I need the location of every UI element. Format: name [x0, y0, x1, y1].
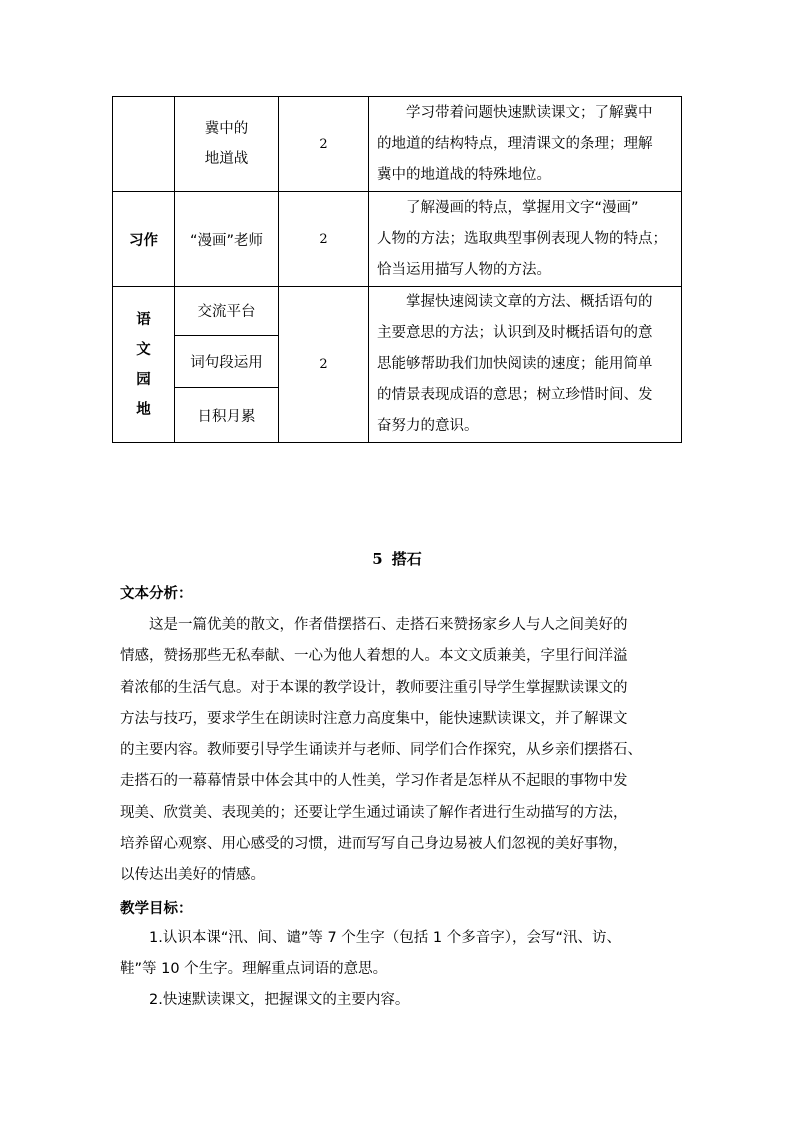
lesson-cell	[175, 97, 279, 192]
table-row	[113, 192, 682, 287]
hours-cell: 2	[279, 287, 369, 443]
lesson-cell: 词句段运用	[175, 335, 279, 388]
lesson-number: 5	[372, 550, 383, 568]
objective-line: 的地道的结构特点，理清课文的条理；理解	[377, 135, 653, 152]
goal-line: 1.认识本课“汛、间、谴”等 7 个生字（包括 1 个多音字），会写“汛、访、	[149, 930, 622, 946]
goal-item-2	[120, 985, 680, 1016]
unit-cell	[113, 97, 175, 192]
unit-cell-vertical: 语 文 园 地	[113, 287, 175, 443]
lesson-title	[0, 548, 794, 569]
hours-cell: 2	[279, 192, 369, 287]
lesson-plan-table	[112, 96, 682, 443]
analysis-paragraph	[120, 610, 680, 892]
paragraph-line: 的主要内容。教师要引导学生诵读并与老师、同学们合作探究，从乡亲们摆搭石、	[120, 742, 642, 759]
paragraph-line: 培养留心观察、用心感受的习惯，进而写写自己身边易被人们忽视的美好事物，	[120, 836, 628, 853]
objective-line: 奋努力的意识。	[377, 418, 479, 434]
unit-cell: 习作	[113, 192, 175, 287]
lesson-line: 冀中的	[204, 121, 249, 137]
objective-line: 人物的方法；选取典型事例表现人物的特点；	[377, 230, 667, 247]
lesson-cell: 交流平台	[175, 287, 279, 336]
paragraph-line: 以传达出美好的情感。	[120, 867, 265, 884]
goal-item-1	[120, 923, 680, 986]
lesson-line: 地道战	[204, 151, 249, 167]
goals-heading: 教学目标：	[120, 901, 193, 917]
lesson-cell: “漫画”老师	[175, 192, 279, 287]
table-row	[113, 287, 682, 336]
objective-line: 主要意思的方法；认识到及时概括语句的意	[377, 325, 653, 341]
hours-cell: 2	[279, 97, 369, 192]
objective-line: 学习带着问题快速默读课文；了解冀中	[406, 104, 653, 121]
objectives-cell	[369, 287, 682, 443]
table-row	[113, 97, 682, 192]
objective-line: 冀中的地道战的特殊地位。	[377, 166, 551, 183]
objectives-cell	[369, 97, 682, 192]
paragraph-line: 现美、欣赏美、表现美的；还要让学生通过诵读了解作者进行生动描写的方法，	[120, 804, 628, 821]
analysis-heading: 文本分析：	[120, 586, 193, 602]
objective-line: 了解漫画的特点，掌握用文字“漫画”	[406, 199, 639, 216]
paragraph-line: 情感，赞扬那些无私奉献、一心为他人着想的人。本文文质兼美，字里行间洋溢	[120, 648, 628, 665]
paragraph-line: 这是一篇优美的散文，作者借摆搭石、走搭石来赞扬家乡人与人之间美好的	[149, 617, 628, 633]
goal-line: 鞋”等 10 个生字。理解重点词语的意思。	[120, 961, 388, 978]
paragraph-line: 方法与技巧，要求学生在朗读时注意力高度集中，能快速默读课文，并了解课文	[120, 710, 628, 727]
objective-line: 的情景表现成语的意思；树立珍惜时间、发	[377, 387, 653, 403]
lesson-name: 搭石	[391, 550, 422, 568]
lesson-cell: 日积月累	[175, 388, 279, 443]
objective-line: 思能够帮助我们加快阅读的速度；能用简单	[377, 356, 653, 372]
objective-line: 掌握快速阅读文章的方法、概括语句的	[406, 294, 653, 310]
goal-line: 2.快速默读课文，把握课文的主要内容。	[149, 992, 410, 1008]
paragraph-line: 走搭石的一幕幕情景中体会其中的人性美，学习作者是怎样从不起眼的事物中发	[120, 773, 628, 790]
objective-line: 恰当运用描写人物的方法。	[377, 261, 551, 278]
paragraph-line: 着浓郁的生活气息。对于本课的教学设计，教师要注重引导学生掌握默读课文的	[120, 679, 628, 696]
objectives-cell	[369, 192, 682, 287]
